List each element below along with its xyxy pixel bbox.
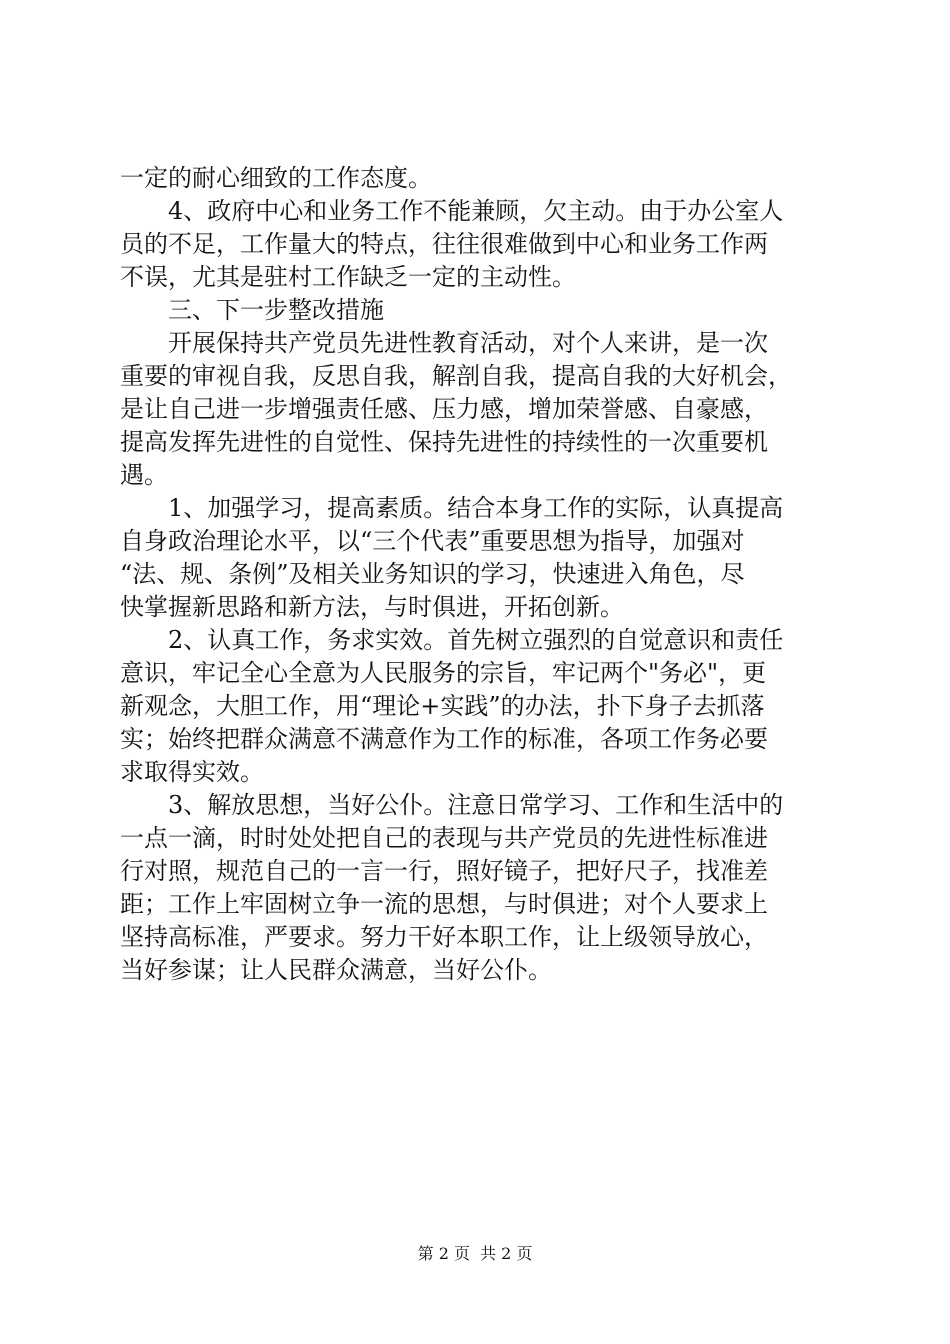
document-body xyxy=(120,162,840,987)
text-line: 员的不足，工作量大的特点，往往很难做到中心和业务工作两 xyxy=(120,230,768,258)
text-line: 遇。 xyxy=(120,461,168,489)
text-line: 一定的耐心细致的工作态度。 xyxy=(120,164,432,192)
text-line: 距；工作上牢固树立争一流的思想，与时俱进；对个人要求上 xyxy=(120,890,768,918)
text-line: 当好参谋；让人民群众满意，当好公仆。 xyxy=(120,956,552,984)
text-line: 2、认真工作，务求实效。首先树立强烈的自觉意识和责任 xyxy=(120,626,784,654)
page-total: 共 2 页 xyxy=(480,1244,533,1263)
text-line: 实；始终把群众满意不满意作为工作的标准，各项工作务必要 xyxy=(120,725,768,753)
text-line: 自身政治理论水平，以“三个代表”重要思想为指导，加强对 xyxy=(120,527,745,555)
text-line: 重要的审视自我，反思自我，解剖自我，提高自我的大好机会， xyxy=(120,362,792,390)
page-footer xyxy=(0,1242,950,1266)
text-line: 提高发挥先进性的自觉性、保持先进性的持续性的一次重要机 xyxy=(120,428,768,456)
text-line: 快掌握新思路和新方法，与时俱进，开拓创新。 xyxy=(120,593,624,621)
text-line: 坚持高标准，严要求。努力干好本职工作，让上级领导放心， xyxy=(120,923,768,951)
text-line: 是让自己进一步增强责任感、压力感，增加荣誉感、自豪感， xyxy=(120,395,768,423)
text-line: 1、加强学习，提高素质。结合本身工作的实际，认真提高 xyxy=(120,494,784,522)
text-line: 4、政府中心和业务工作不能兼顾，欠主动。由于办公室人 xyxy=(120,197,784,225)
text-line: 一点一滴，时时处处把自己的表现与共产党员的先进性标准进 xyxy=(120,824,768,852)
text-line: 行对照，规范自己的一言一行，照好镜子，把好尺子，找准差 xyxy=(120,857,768,885)
text-line: 三、下一步整改措施 xyxy=(120,296,384,324)
text-line: 3、解放思想，当好公仆。注意日常学习、工作和生活中的 xyxy=(120,791,784,819)
text-line: 开展保持共产党员先进性教育活动，对个人来讲，是一次 xyxy=(120,329,768,357)
text-line: 意识，牢记全心全意为人民服务的宗旨，牢记两个"务必"，更 xyxy=(120,659,767,687)
text-line: 求取得实效。 xyxy=(120,758,264,786)
text-line: 新观念，大胆工作，用“理论+实践”的办法，扑下身子去抓落 xyxy=(120,692,765,720)
page-number: 第 2 页 xyxy=(417,1244,470,1263)
text-line: “法、规、条例”及相关业务知识的学习，快速进入角色，尽 xyxy=(120,560,745,588)
text-line: 不误，尤其是驻村工作缺乏一定的主动性。 xyxy=(120,263,576,291)
